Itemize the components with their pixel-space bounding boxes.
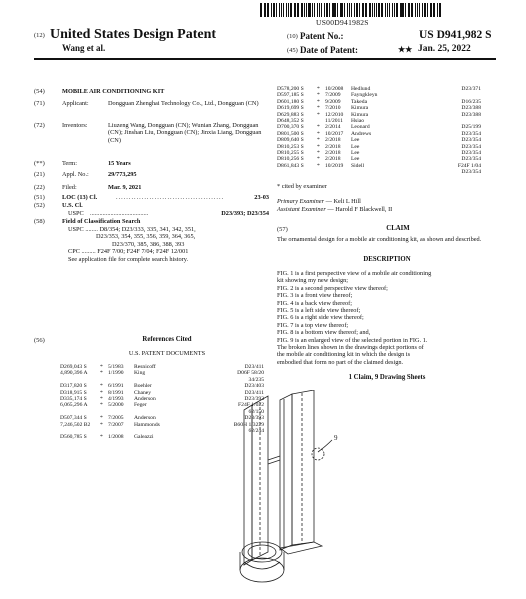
description-line: the mobile air conditioning kit in which the design is (277, 351, 411, 359)
ref-date: 10/2019 (325, 162, 344, 169)
code-10: (10) (287, 33, 298, 40)
ref-flag: * (317, 111, 320, 118)
barcode-bar (396, 3, 398, 17)
barcode-bar (321, 3, 322, 17)
barcode-bar (405, 3, 406, 17)
barcode-bar (267, 3, 269, 17)
refs-right-table (277, 86, 495, 176)
barcode-bar (344, 3, 345, 17)
code-12: (12) (34, 32, 45, 39)
description-title: DESCRIPTION (363, 256, 411, 263)
ref-class: D23/388 (461, 111, 481, 118)
description-line: FIG. 8 is a bottom view thereof; and, (277, 329, 371, 337)
ref-class: D23/354 (461, 137, 481, 144)
barcode-bar (312, 3, 313, 17)
barcode-bar (376, 3, 377, 17)
code-45: (45) (287, 47, 298, 54)
field-us-cl: (52) U.S. Cl. (34, 202, 83, 209)
description-line: FIG. 7 is a top view thereof; (277, 321, 349, 329)
barcode-bar (297, 3, 298, 17)
barcode-bar (378, 3, 380, 17)
barcode-bar (340, 3, 341, 17)
ref-class: D23/411 (244, 389, 264, 396)
claim-title: CLAIM (386, 225, 410, 232)
barcode-bar (389, 3, 391, 17)
barcode-bar (430, 3, 432, 17)
barcode-bar (362, 3, 364, 17)
barcode-bar (306, 3, 307, 17)
ref-class: D23/393 (244, 415, 264, 422)
ref-number: D578,200 S (277, 86, 304, 92)
ref-flag: * (317, 130, 320, 137)
ref-date: 11/2011 (325, 118, 343, 125)
ref-flag: * (317, 105, 320, 112)
barcode-bar (264, 3, 265, 17)
ref-date: 2/2018 (325, 150, 341, 157)
ref-class: 62/150 (248, 408, 264, 415)
barcode-bar (279, 3, 280, 17)
barcode-bar (439, 3, 441, 17)
search-line: See application file for complete search history. (68, 255, 189, 263)
ref-class: D23/354 (461, 130, 481, 137)
ref-number: D335,174 S (60, 396, 87, 403)
ref-date: 7/2009 (325, 92, 341, 99)
barcode-bar (433, 3, 434, 17)
ref-inventor: Sidell (351, 162, 365, 169)
inventors-short: Wang et al. (62, 43, 106, 53)
ref-inventor: Anderson (134, 415, 156, 422)
right-panel-edge (280, 394, 292, 550)
refs-subtitle: U.S. PATENT DOCUMENTS (128, 350, 206, 357)
field-loc: (51) LOC (13) Cl. .......................................... 23-03 (34, 194, 269, 201)
barcode-bar (333, 3, 335, 17)
ref-date: 1/2008 (108, 434, 124, 441)
barcode-bar (271, 3, 272, 17)
ref-class: F24F 1/04 (457, 162, 481, 169)
barcode-bar (326, 3, 328, 17)
ref-date: 7/2010 (325, 105, 341, 112)
refs-code: (56) (34, 337, 45, 344)
ref-number: D560,785 S (60, 434, 87, 441)
barcode-bar (351, 3, 352, 17)
ref-number: D810,253 S (277, 143, 304, 150)
cited-by-examiner: * cited by examiner (277, 183, 327, 190)
document-title: United States Design Patent (50, 27, 217, 42)
ref-date: 12/2010 (325, 111, 344, 118)
barcode-bar (417, 3, 419, 17)
barcode-bar (260, 3, 262, 17)
ref-date: 5/1983 (108, 364, 124, 370)
ref-number: D629,883 S (277, 111, 304, 118)
field-title: (54) MOBILE AIR CONDITIONING KIT (34, 88, 165, 95)
ref-date: 9/2009 (325, 98, 341, 105)
ref-inventor: Takeda (351, 98, 368, 105)
ref-inventor: Hammonds (134, 421, 160, 428)
ref-class: D16/235 (461, 98, 481, 105)
ref-inventor: Lee (351, 150, 360, 157)
barcode-bar (424, 3, 426, 17)
reference-label-9: 9 (334, 434, 338, 442)
claim-code: (57) (277, 226, 288, 233)
right-panel-face (292, 390, 314, 545)
ref-inventor: Resnicoff (134, 364, 156, 370)
description-line: kit showing my new design; (277, 277, 349, 285)
date-label: Date of Patent: (300, 45, 358, 55)
ref-inventor: Hsiao (351, 118, 365, 125)
barcode-bar (400, 3, 401, 17)
barcode-bar (409, 3, 410, 17)
ref-number: D700,370 S (277, 124, 304, 131)
ref-date: 7/2007 (108, 421, 124, 428)
search-line: USPC ........ D8/354; D23/333, 335, 341, 342, 351, (68, 226, 196, 233)
description-line: embodied that form no part of the claimed design. (277, 358, 404, 366)
search-line: D23/353, 354, 355, 356, 359, 364, 365, (96, 233, 196, 241)
barcode-bar (308, 3, 310, 17)
ref-class: D23/388 (461, 105, 481, 112)
ref-inventor: Lee (351, 143, 360, 150)
barcode-bar (301, 3, 303, 17)
barcode-bar (394, 3, 395, 17)
barcode-bar (347, 3, 348, 17)
ref-class: D23/354 (461, 156, 481, 163)
ref-date: 2/2018 (325, 137, 341, 144)
ref-flag: * (100, 415, 103, 422)
barcode-bar (349, 3, 351, 17)
barcode-bar (427, 3, 428, 17)
barcode-bar (354, 3, 355, 17)
ref-number: D619,699 S (277, 105, 304, 112)
barcode (260, 3, 442, 17)
ref-class: 62/244 (248, 428, 264, 435)
barcode-bar (385, 3, 386, 17)
ref-number: D810,255 S (277, 150, 304, 157)
barcode-bar (317, 3, 318, 17)
ref-number: D810,256 S (277, 156, 304, 163)
barcode-bar (294, 3, 296, 17)
field-search-details (34, 226, 269, 263)
description-line: FIG. 3 is a front view thereof; (277, 292, 353, 300)
ref-number: D318,915 S (60, 389, 87, 396)
ref-flag: * (100, 389, 103, 396)
barcode-bar (359, 3, 360, 17)
ref-number: 4,890,396 A (60, 370, 88, 377)
ref-flag: * (317, 162, 320, 169)
description-body (277, 270, 499, 366)
barcode-bar (387, 3, 388, 17)
ref-inventor: Hedlund (351, 86, 371, 92)
ref-inventor: Feger (134, 402, 147, 409)
ref-number: D317,820 S (60, 383, 87, 390)
ref-number: D507,344 S (60, 415, 87, 422)
ref-class: D23/411 (244, 364, 264, 370)
barcode-bar (365, 3, 366, 17)
ref-date: 2/2018 (325, 143, 341, 150)
ref-date: 10/2017 (325, 130, 344, 137)
primary-examiner: Primary Examiner — Keli L Hill (277, 198, 361, 205)
barcode-bar (419, 3, 420, 17)
description-line: FIG. 5 is a left side view thereof; (277, 307, 361, 315)
patent-date: Jan. 25, 2022 (418, 44, 471, 54)
barcode-bar (281, 3, 283, 17)
ref-flag (317, 169, 325, 175)
ref-flag: * (100, 421, 103, 428)
bibliographic-fields (34, 88, 269, 263)
barcode-bar (304, 3, 305, 17)
barcode-bar (273, 3, 275, 17)
description-line: FIG. 4 is a back view thereof; (277, 299, 353, 307)
claim-text: The ornamental design for a mobile air conditioning kit, as shown and described. (277, 236, 482, 243)
ref-class: D23/354 (461, 143, 481, 150)
ref-class: D23/393 (244, 396, 264, 403)
refs-title: References Cited (142, 336, 192, 343)
patent-number: US D941,982 S (419, 29, 492, 41)
barcode-bar (276, 3, 277, 17)
ref-flag: * (100, 383, 103, 390)
barcode-bar (372, 3, 373, 17)
ref-flag: * (317, 150, 320, 157)
date-stars: ★★ (398, 45, 413, 54)
description-line: FIG. 6 is a right side view thereof; (277, 314, 364, 322)
ref-class: 34/235 (248, 376, 264, 383)
description-line: FIG. 2 is a second perspective view thereof; (277, 284, 388, 292)
ref-number: D809,640 S (277, 137, 304, 144)
ref-date (325, 169, 351, 175)
ref-flag: * (317, 98, 320, 105)
ref-date: 8/1991 (108, 389, 124, 396)
header-rule (34, 58, 496, 60)
description-line: FIG. 9 is an enlarged view of the selected portion in FIG. 1. (277, 336, 428, 344)
field-inventors: (72) Inventors: Liuzeng Wang, Dongguan (CN); Wunian Zhang, Dongguan (CN); Jinshan Liu, Dongguan (CN); Jinxia Liang, Dongguan (CN) (34, 122, 262, 144)
ref-inventor: Kimura (351, 105, 369, 112)
barcode-bar (341, 3, 343, 17)
barcode-bar (265, 3, 266, 17)
barcode-bar (366, 3, 367, 17)
ref-date: 1/1990 (108, 370, 124, 377)
field-filed: (22) Filed: Mar. 9, 2021 (34, 184, 142, 191)
barcode-bar (356, 3, 358, 17)
barcode-bar (288, 3, 289, 17)
ref-flag: * (317, 143, 320, 150)
ref-class: B60H 1/3229 (233, 421, 264, 428)
barcode-bar (337, 3, 338, 17)
barcode-bar (401, 3, 403, 17)
barcode-bar (434, 3, 435, 17)
ref-date: 10/2008 (325, 86, 344, 92)
ref-flag: * (100, 370, 103, 377)
ref-number: D648,352 S (277, 118, 304, 125)
ref-number: D601,180 S (277, 98, 304, 105)
field-appl-no: (21) Appl. No.: 29/773,295 (34, 171, 137, 178)
ref-flag: * (317, 124, 320, 131)
ref-number: D861,843 S (277, 162, 304, 169)
barcode-bar (314, 3, 316, 17)
barcode-bar (411, 3, 413, 17)
ref-number: D801,500 S (277, 130, 304, 137)
barcode-bar (437, 3, 438, 17)
description-line: FIG. 1 is a first perspective view of a mobile air conditioning (277, 270, 432, 277)
search-line: CPC ......... F24F 7/00; F24F 7/04; F24F 12/001 (68, 248, 189, 256)
ref-date: 2/2014 (325, 124, 341, 131)
ref-date: 4/1993 (108, 396, 124, 403)
barcode-bar (392, 3, 393, 17)
ref-inventor: Fayngkleyn (351, 92, 378, 99)
patent-drawing (222, 390, 362, 596)
ref-flag: * (317, 86, 320, 92)
ref-class: D23/354 (461, 150, 481, 157)
ref-inventor: Chaney (134, 389, 152, 396)
barcode-bar (415, 3, 416, 17)
ref-class: D06F 58/20 (237, 370, 264, 377)
barcode-bar (283, 3, 284, 17)
ref-inventor: Lee (351, 137, 360, 144)
ref-number (277, 169, 317, 175)
ref-class: D23/354 (461, 169, 481, 176)
air-conditioner-kit-drawing (222, 390, 362, 596)
barcode-bar (332, 3, 333, 17)
ref-class: F24F 1/022 (238, 402, 264, 409)
barcode-bar (324, 3, 326, 17)
field-search: (58) Field of Classification Search (34, 218, 141, 225)
ref-date: 7/2005 (108, 415, 124, 422)
search-line: D23/370, 385, 386, 388, 393 (112, 240, 185, 248)
claims-sheets: 1 Claim, 9 Drawing Sheets (348, 374, 426, 381)
barcode-bar (374, 3, 375, 17)
ref-number: D269,043 S (60, 364, 87, 370)
ref-inventor: Leonard (351, 124, 370, 131)
ref-inventor: Galeazzi (134, 434, 154, 441)
ref-flag: * (317, 92, 320, 99)
barcode-bar (422, 3, 423, 17)
ref-inventor: Lee (351, 156, 360, 163)
ref-inventor: King (134, 370, 146, 377)
publication-number: US00D941982S (316, 18, 369, 27)
ref-flag: * (100, 434, 103, 441)
reference-row (277, 169, 495, 175)
ref-class: D23/371 (461, 86, 481, 92)
ref-inventor: Boehler (134, 383, 152, 390)
ref-class: D23/403 (244, 383, 264, 390)
field-applicant: (71) Applicant: Dongguan Zhenghai Technology Co., Ltd., Dongguan (CN) (34, 100, 259, 107)
ref-flag: * (100, 402, 103, 409)
ref-date: 2/2018 (325, 156, 341, 163)
field-term: (**) Term: 15 Years (34, 160, 131, 167)
barcode-bar (298, 3, 299, 17)
ref-date: 6/1991 (108, 383, 124, 390)
ref-inventor: Andrews (351, 130, 372, 137)
ref-flag: * (317, 156, 320, 163)
ref-flag: * (100, 396, 103, 403)
description-line: The broken lines shown in the drawings depict portions of (277, 344, 424, 352)
barcode-bar (286, 3, 287, 17)
barcode-bar (408, 3, 409, 17)
barcode-bar (319, 3, 320, 17)
ref-flag: * (317, 137, 320, 144)
ref-inventor: Anderson (134, 396, 156, 403)
ref-inventor: Kimura (351, 111, 369, 118)
barcode-bar (381, 3, 383, 17)
assistant-examiner: Assistant Examiner — Harold F Blackwell, II (277, 206, 393, 213)
field-uspc: USPC ..................................... D23/393; D23/354 (68, 210, 269, 217)
ref-number: 7,246,502 B2 (60, 421, 91, 428)
barcode-bar (369, 3, 371, 17)
ref-flag: * (100, 364, 103, 370)
ref-date: 5/2000 (108, 402, 124, 409)
left-panel-edge (244, 405, 252, 565)
barcode-bar (329, 3, 330, 17)
ref-number: 6,065,296 A (60, 402, 88, 409)
patent-number-label: Patent No.: (300, 31, 344, 41)
ref-class: D25/199 (461, 124, 481, 131)
ref-inventor (351, 169, 423, 175)
barcode-bar (290, 3, 292, 17)
ref-number: D597,185 S (277, 92, 304, 99)
